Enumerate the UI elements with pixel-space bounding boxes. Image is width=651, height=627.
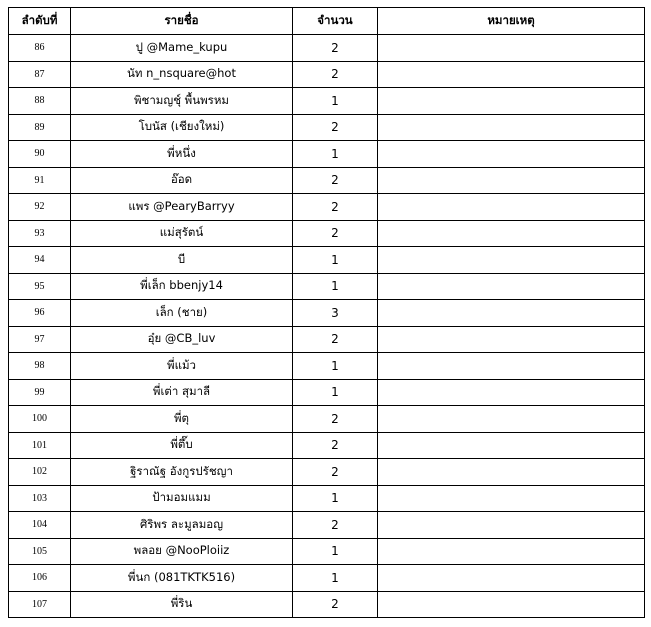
row-number: 96 [9, 300, 71, 327]
row-name: อุ๋ย @CB_luv [71, 326, 293, 353]
row-number: 89 [9, 114, 71, 141]
table-row [9, 273, 645, 300]
row-count: 2 [293, 35, 378, 62]
row-count: 1 [293, 141, 378, 168]
row-remark [378, 379, 645, 406]
row-number: 102 [9, 459, 71, 486]
row-count: 1 [293, 565, 378, 592]
table-row [9, 61, 645, 88]
table-row [9, 35, 645, 62]
row-count: 1 [293, 88, 378, 115]
row-remark [378, 432, 645, 459]
row-name: ฐิราณัฐ อังกูรปรัชญา [71, 459, 293, 486]
row-number: 105 [9, 538, 71, 565]
header-count: จำนวน [293, 8, 378, 35]
table-row [9, 141, 645, 168]
row-number: 88 [9, 88, 71, 115]
table-row [9, 485, 645, 512]
row-remark [378, 591, 645, 618]
row-name: นัท n_nsquare@hot [71, 61, 293, 88]
row-name: พี่หนึ่ง [71, 141, 293, 168]
row-number: 90 [9, 141, 71, 168]
row-remark [378, 141, 645, 168]
table-row [9, 406, 645, 433]
row-name: พลอย @NooPloiiz [71, 538, 293, 565]
row-count: 1 [293, 485, 378, 512]
row-count: 1 [293, 353, 378, 380]
table-row [9, 220, 645, 247]
row-remark [378, 194, 645, 221]
table-row [9, 565, 645, 592]
row-name: พี่ริน [71, 591, 293, 618]
row-count: 2 [293, 220, 378, 247]
row-name: แม่สุรัตน์ [71, 220, 293, 247]
row-name: พี่เต่า สุมาลี [71, 379, 293, 406]
row-count: 3 [293, 300, 378, 327]
row-number: 98 [9, 353, 71, 380]
row-number: 104 [9, 512, 71, 539]
row-name: พิชามญชุ์ พื้นพรหม [71, 88, 293, 115]
row-number: 107 [9, 591, 71, 618]
row-count: 1 [293, 247, 378, 274]
row-remark [378, 220, 645, 247]
row-remark [378, 114, 645, 141]
header-name: รายชื่อ [71, 8, 293, 35]
row-name: พี่ตุ [71, 406, 293, 433]
row-name: ปู @Mame_kupu [71, 35, 293, 62]
table-header [9, 8, 645, 35]
row-remark [378, 353, 645, 380]
row-name: พี่ตึ๊บ [71, 432, 293, 459]
table-row [9, 194, 645, 221]
row-name: บี [71, 247, 293, 274]
attendee-table [8, 7, 645, 618]
header-number: ลำดับที่ [9, 8, 71, 35]
table-row [9, 300, 645, 327]
row-remark [378, 565, 645, 592]
row-name: แพร @PearyBarryy [71, 194, 293, 221]
row-name: พี่แม้ว [71, 353, 293, 380]
table-row [9, 591, 645, 618]
row-number: 106 [9, 565, 71, 592]
row-remark [378, 485, 645, 512]
row-remark [378, 61, 645, 88]
row-number: 101 [9, 432, 71, 459]
row-count: 2 [293, 591, 378, 618]
row-name: พี่นก (081TKTK516) [71, 565, 293, 592]
row-remark [378, 459, 645, 486]
row-count: 1 [293, 273, 378, 300]
row-number: 97 [9, 326, 71, 353]
row-count: 2 [293, 512, 378, 539]
table-row [9, 459, 645, 486]
row-number: 91 [9, 167, 71, 194]
row-count: 2 [293, 194, 378, 221]
header-row [9, 8, 645, 35]
table-row [9, 247, 645, 274]
row-remark [378, 300, 645, 327]
row-number: 86 [9, 35, 71, 62]
row-name: พี่เล็ก bbenjy14 [71, 273, 293, 300]
table-row [9, 379, 645, 406]
row-remark [378, 35, 645, 62]
row-remark [378, 247, 645, 274]
table-row [9, 326, 645, 353]
row-number: 100 [9, 406, 71, 433]
table-row [9, 512, 645, 539]
row-count: 2 [293, 167, 378, 194]
row-remark [378, 512, 645, 539]
row-number: 99 [9, 379, 71, 406]
table-row [9, 432, 645, 459]
row-number: 94 [9, 247, 71, 274]
table-row [9, 538, 645, 565]
row-name: โบนัส (เชียงใหม่) [71, 114, 293, 141]
row-remark [378, 406, 645, 433]
table-row [9, 353, 645, 380]
row-name: ป้ามอมแมม [71, 485, 293, 512]
row-number: 87 [9, 61, 71, 88]
document-page [8, 7, 644, 618]
row-remark [378, 273, 645, 300]
row-number: 93 [9, 220, 71, 247]
row-number: 92 [9, 194, 71, 221]
header-remark: หมายเหตุ [378, 8, 645, 35]
table-row [9, 88, 645, 115]
row-remark [378, 88, 645, 115]
table-row [9, 167, 645, 194]
table-row [9, 114, 645, 141]
row-count: 2 [293, 61, 378, 88]
row-count: 2 [293, 326, 378, 353]
row-number: 95 [9, 273, 71, 300]
row-count: 1 [293, 379, 378, 406]
table-body [9, 35, 645, 618]
row-name: เล็ก (ชาย) [71, 300, 293, 327]
row-remark [378, 326, 645, 353]
row-name: อ๊อด [71, 167, 293, 194]
row-count: 2 [293, 432, 378, 459]
row-name: ศิริพร ละมูลมอญ [71, 512, 293, 539]
row-count: 1 [293, 538, 378, 565]
row-number: 103 [9, 485, 71, 512]
row-remark [378, 167, 645, 194]
row-count: 2 [293, 114, 378, 141]
row-count: 2 [293, 459, 378, 486]
row-count: 2 [293, 406, 378, 433]
row-remark [378, 538, 645, 565]
